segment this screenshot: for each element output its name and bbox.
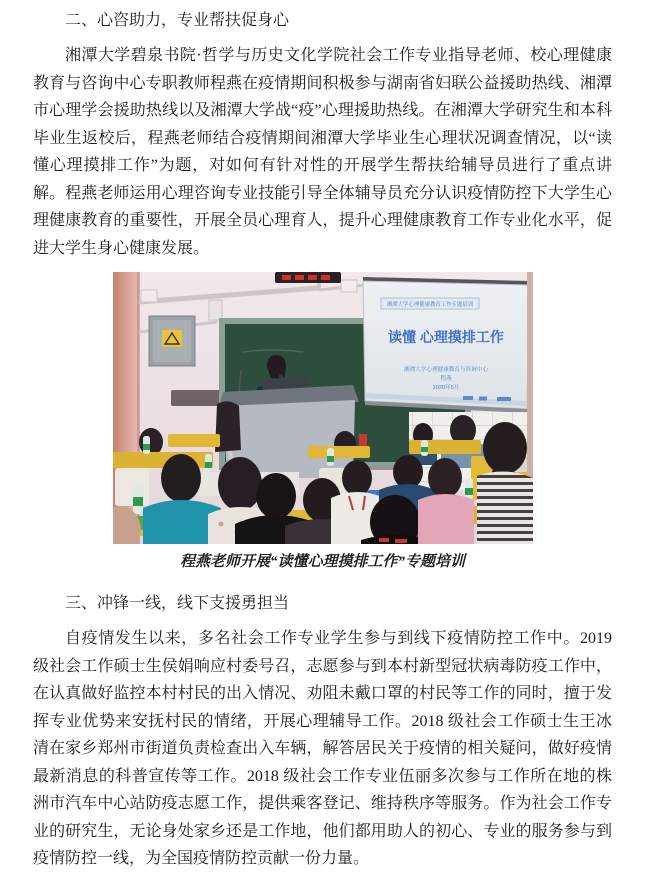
led-clock <box>275 272 341 283</box>
section-heading-3: 三、冲锋一线，线下支援勇担当 <box>65 595 290 612</box>
section3-paragraph: 自疫情发生以来，多名社会工作专业学生参与到线下疫情防控工作中。2019 级社会工作硕士生侯娟响应村委号召，志愿参与到本村新型冠状病毒防疫工作中，在认真做好监控本村村民的出入情况、劝阻未戴口罩的村民等工作的同时，擅于发挥专业优势来安抚村民的情绪，开展心理辅导工作。2018 级社会工作硕士生王冰清在家乡郑州市街道负责检查出入车辆，解答居民关于疫情的相关疑问，做好疫情最新消息的科普宣传等工作。2018 级社会工作专业伍丽多次参与工作所在地的株洲市汽车中心站防疫志愿工作，提供乘客登记、维持秩序等服务。作为社会工作专业的研究生，无论身处家乡还是工作地，他们都用助人的初心、专业的服务参与到疫情防控一线，为全国疫情防控贡献一份力量。 <box>33 630 612 867</box>
person-striped-shirt <box>477 422 533 544</box>
photo-caption: 程燕老师开展“读懂心理摸排工作”专题培训 <box>179 554 465 570</box>
red-notebook <box>359 434 367 446</box>
slide-date-text: 2020年5月 <box>432 385 459 391</box>
warning-icon <box>162 330 182 347</box>
slide-org-text: 湘潭大学心理健康教育与咨询中心 <box>403 367 488 373</box>
wall-vent <box>171 390 225 406</box>
slide-author-text: 程燕 <box>439 376 452 382</box>
projector-screen <box>363 277 529 413</box>
slide-header-text: 湘潭大学心理健康教育工作专题培训 <box>386 302 473 308</box>
junction-box <box>341 280 357 292</box>
classroom-photo-illustration <box>113 272 533 544</box>
slide-title-text: 读懂 心理摸排工作 <box>387 329 504 345</box>
section-heading-2: 二、心咨助力，专业帮扶促身心 <box>65 12 290 29</box>
training-photo <box>113 272 533 544</box>
section2-paragraph: 湘潭大学碧泉书院·哲学与历史文化学院社会工作专业指导老师、校心理健康教育与咨询中心专职教师程燕在疫情期间积极参与湖南省妇联公益援助热线、湘潭市心理学会援助热线以及湘潭大学战“疫”心理援助热线。在湘潭大学研究生和本科毕业生返校后，程燕老师结合疫情期间湘潭大学毕业生心理状况调查情况，以“读懂心理摸排工作”为题，对如何有针对性的开展学生帮扶给辅导员进行了重点讲解。程燕老师运用心理咨询专业技能引导全体辅导员充分认识疫情防控下大学生心理健康教育的重要性，开展全员心理育人，提升心理健康教育工作专业化水平，促进大学生身心健康发展。 <box>33 47 612 257</box>
